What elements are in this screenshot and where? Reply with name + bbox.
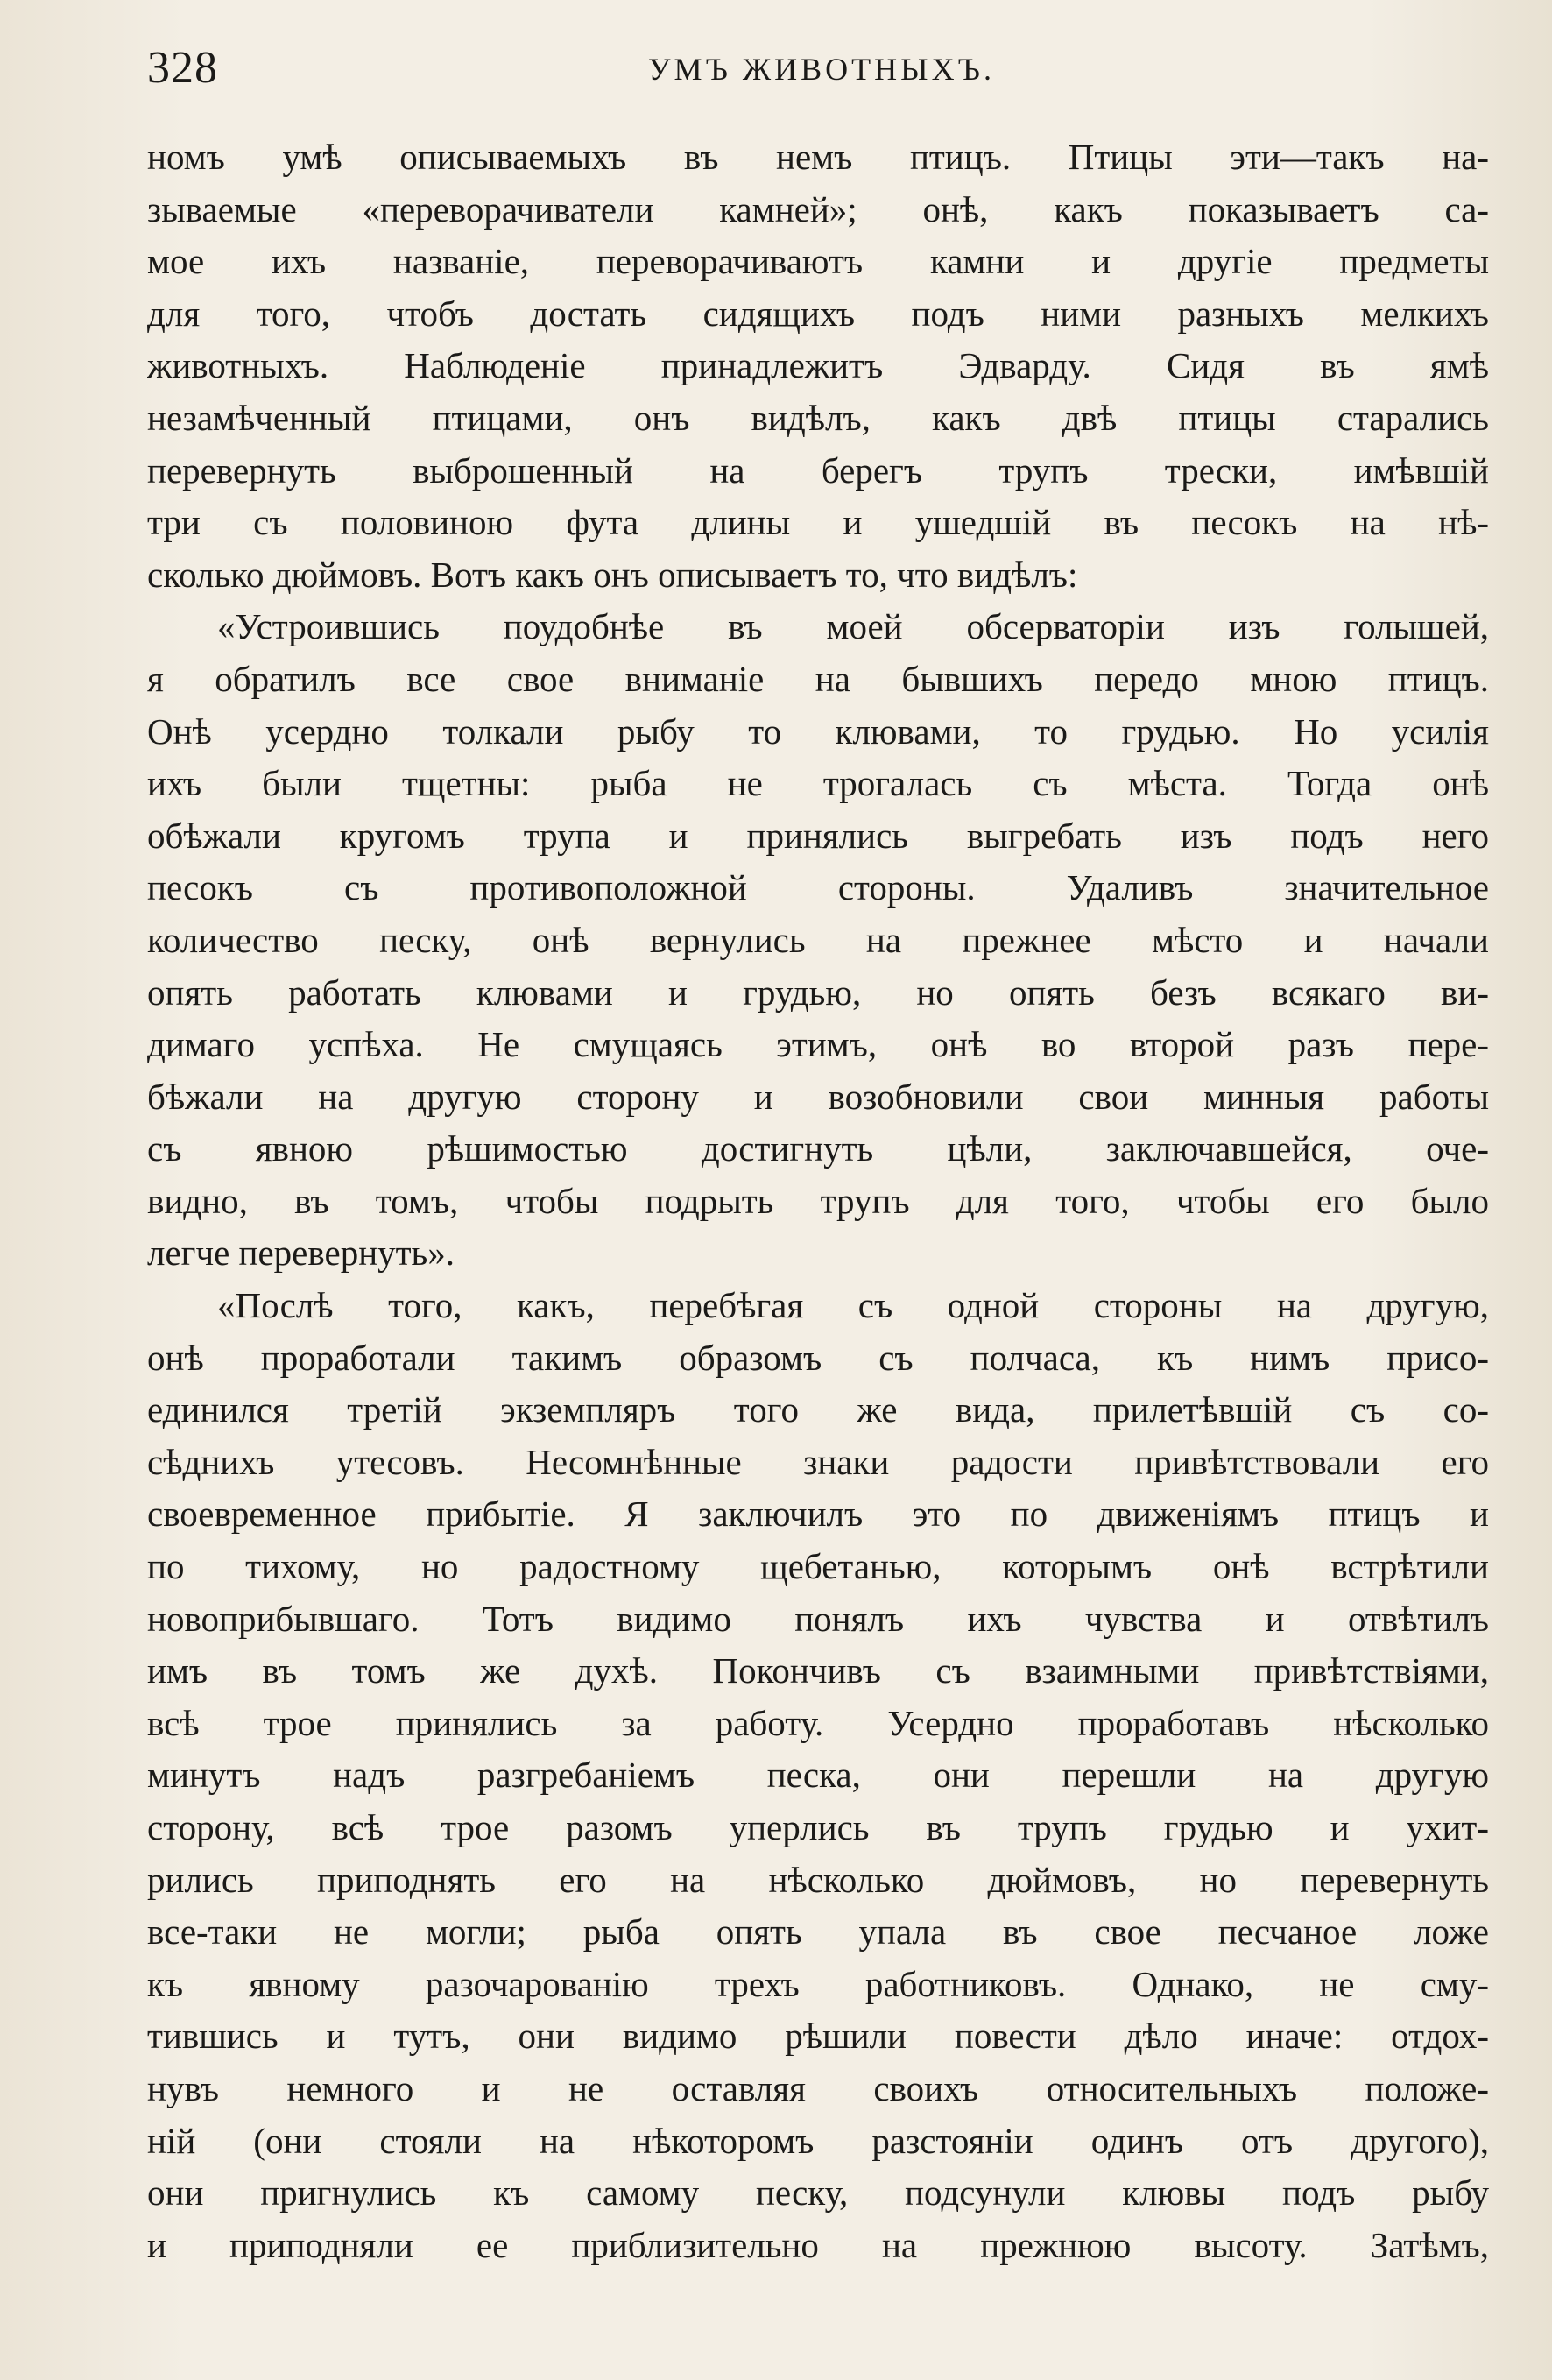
text-line: и приподняли ее приблизительно на прежнюю высоту. Затѣмъ,	[147, 2224, 1489, 2265]
text-line: тившись и тутъ, они видимо рѣшили повести дѣло иначе: отдох-	[147, 2016, 1489, 2057]
page-header	[147, 42, 1496, 95]
text-line: новоприбывшаго. Тотъ видимо понялъ ихъ чувства и отвѣтилъ	[147, 1598, 1489, 1639]
text-line: три съ половиною фута длины и ушедшій въ песокъ на нѣ-	[147, 502, 1489, 543]
text-line: димаго успѣха. Не смущаясь этимъ, онѣ во второй разъ пере-	[147, 1024, 1489, 1065]
text-line: Онѣ усердно толкали рыбу то клювами, то грудью. Но усилія	[147, 710, 1489, 752]
body-text	[147, 131, 1489, 2271]
text-line: минутъ надъ разгребаніемъ песка, они перешли на другую	[147, 1755, 1489, 1796]
text-line: незамѣченный птицами, онъ видѣлъ, какъ двѣ птицы старались	[147, 397, 1489, 438]
text-line: бѣжали на другую сторону и возобновили свои минныя работы	[147, 1076, 1489, 1117]
text-line: опять работать клювами и грудью, но опять безъ всякаго ви-	[147, 971, 1489, 1013]
text-line: обѣжали кругомъ трупа и принялись выгребать изъ подъ него	[147, 815, 1489, 856]
text-line: «Послѣ того, какъ, перебѣгая съ одной стороны на другую,	[217, 1285, 1489, 1326]
text-line: количество песку, онѣ вернулись на прежнее мѣсто и начали	[147, 919, 1489, 960]
paragraph	[147, 131, 1489, 601]
text-line: зываемые «переворачиватели камней»; онѣ, какъ показываетъ са-	[147, 188, 1489, 230]
text-line: все-таки не могли; рыба опять упала въ свое песчаное ложе	[147, 1911, 1489, 1953]
text-line: съ явною рѣшимостью достигнуть цѣли, заключавшейся, оче-	[147, 1128, 1489, 1169]
text-line: видно, въ томъ, чтобы подрыть трупъ для того, чтобы его было	[147, 1180, 1489, 1221]
text-line: ихъ были тщетны: рыба не трогалась съ мѣста. Тогда онѣ	[147, 763, 1489, 804]
text-line: легче перевернуть».	[147, 1232, 455, 1274]
paragraph	[147, 601, 1489, 1280]
text-line: я обратилъ все свое вниманіе на бывшихъ передо мною птицъ.	[147, 658, 1489, 699]
text-line: по тихому, но радостному щебетанью, которымъ онѣ встрѣтили	[147, 1546, 1489, 1587]
text-line: для того, чтобъ достать сидящихъ подъ ними разныхъ мелкихъ	[147, 293, 1489, 334]
text-line: мое ихъ названіе, переворачиваютъ камни и другіе предметы	[147, 241, 1489, 282]
text-line: всѣ трое принялись за работу. Усердно проработавъ нѣсколько	[147, 1702, 1489, 1743]
text-line: къ явному разочарованію трехъ работниковъ. Однако, не сму-	[147, 1963, 1489, 2004]
text-line: номъ умѣ описываемыхъ въ немъ птицъ. Птицы эти—такъ на-	[147, 137, 1489, 177]
text-line: сторону, всѣ трое разомъ уперлись въ трупъ грудью и ухит-	[147, 1807, 1489, 1847]
page-number: 328	[147, 43, 218, 93]
paragraph	[147, 1280, 1489, 2271]
text-line: имъ въ томъ же духѣ. Покончивъ съ взаимными привѣтствіями,	[147, 1650, 1489, 1691]
text-line: они пригнулись къ самому песку, подсунули клювы подъ рыбу	[147, 2172, 1489, 2214]
text-line: единился третій экземпляръ того же вида, прилетѣвшій съ со-	[147, 1389, 1489, 1430]
text-line: животныхъ. Наблюденіе принадлежитъ Эдварду. Сидя въ ямѣ	[147, 345, 1489, 386]
running-title: УМЪ ЖИВОТНЫХЪ.	[648, 52, 995, 87]
text-line: онѣ проработали такимъ образомъ съ полчаса, къ нимъ присо-	[147, 1337, 1489, 1378]
text-line: рились приподнять его на нѣсколько дюймовъ, но перевернуть	[147, 1859, 1489, 1900]
text-line: своевременное прибытіе. Я заключилъ это по движеніямъ птицъ и	[147, 1494, 1489, 1535]
text-line: ній (они стояли на нѣкоторомъ разстояніи одинъ отъ другого),	[147, 2120, 1489, 2161]
text-line: нувъ немного и не оставляя своихъ относительныхъ положе-	[147, 2067, 1489, 2108]
text-line: перевернуть выброшенный на берегъ трупъ трески, имѣвшій	[147, 449, 1489, 491]
text-line: сколько дюймовъ. Вотъ какъ онъ описываетъ то, что видѣлъ:	[147, 554, 1078, 595]
text-line: песокъ съ противоположной стороны. Удаливъ значительное	[147, 867, 1489, 908]
text-line: сѣднихъ утесовъ. Несомнѣнные знаки радости привѣтствовали его	[147, 1441, 1489, 1482]
text-line: «Устроившись поудобнѣе въ моей обсерваторіи изъ голышей,	[217, 606, 1489, 647]
